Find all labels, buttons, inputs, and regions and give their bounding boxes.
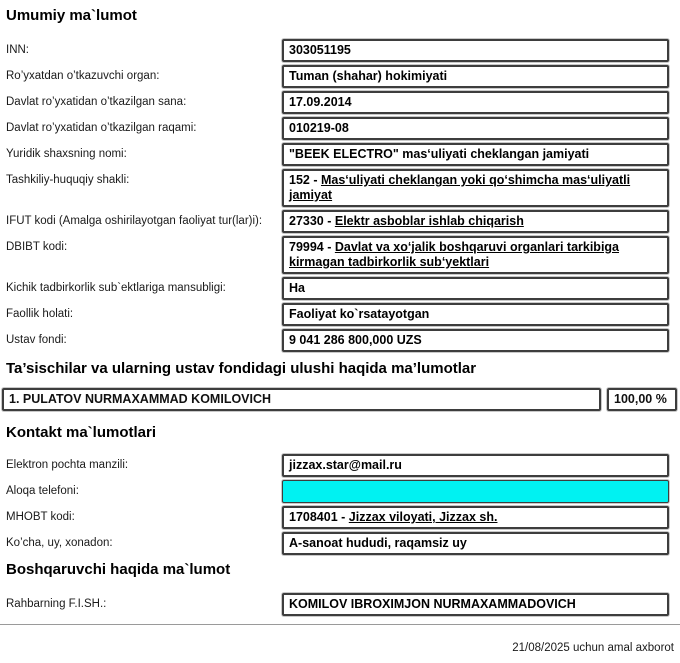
field-label: Ustav fondi: — [6, 334, 67, 346]
code-prefix: 1708401 - — [289, 510, 349, 524]
field-label: Tashkiliy-huquqiy shakli: — [6, 174, 130, 186]
code-prefix: 79994 - — [289, 240, 335, 254]
ifut-code-value-field — [282, 210, 669, 233]
footer-validity-note: 21/08/2025 uchun amal axborot — [512, 642, 674, 654]
field-row-inn — [0, 39, 680, 62]
field-label: Davlat ro’yxatidan o’tkazilgan sana: — [6, 96, 187, 108]
section-title-general: Umumiy ma`lumot — [6, 7, 137, 24]
footer-divider — [0, 624, 680, 625]
field-row-legal-name — [0, 143, 680, 166]
field-row-registration-date — [0, 91, 680, 114]
section-title-contact: Kontakt ma`lumotlari — [6, 424, 157, 441]
field-row-activity-status — [0, 303, 680, 326]
inn-value-field: 303051195 — [282, 39, 669, 62]
activity-status-value-field: Faoliyat ko`rsatayotgan — [282, 303, 669, 326]
field-row-charter-fund — [0, 329, 680, 352]
field-row-ifut-code — [0, 210, 680, 233]
legal-form-link[interactable]: Mas‘uliyati cheklangan yoki qo‘shimcha mas‘uliyatli jamiyat — [289, 173, 631, 202]
field-row-dbibt-code — [0, 236, 680, 274]
code-prefix: 152 - — [289, 173, 321, 187]
field-label: Aloqa telefoni: — [6, 485, 79, 497]
mhobt-code-value-field — [282, 506, 669, 529]
field-label: Kichik tadbirkorlik sub`ektlariga mansubligi: — [6, 282, 226, 294]
section-title-manager: Boshqaruvchi haqida ma`lumot — [6, 561, 231, 578]
field-row-email — [0, 454, 680, 477]
charter-fund-value-field: 9 041 286 800,000 UZS — [282, 329, 669, 352]
founder-share-field: 100,00 % — [607, 388, 677, 411]
field-label: Elektron pochta manzili: — [6, 459, 129, 471]
legal-name-value-field: "BEEK ELECTRO" mas‘uliyati cheklangan jamiyati — [282, 143, 669, 166]
small-business-value-field: Ha — [282, 277, 669, 300]
field-row-mhobt-code — [0, 506, 680, 529]
code-prefix: 27330 - — [289, 214, 335, 228]
field-row-phone — [0, 480, 680, 503]
field-row-small-business — [0, 277, 680, 300]
field-row-director-name — [0, 593, 680, 616]
founder-name-field: 1. PULATOV NURMAXAMMAD KOMILOVICH — [2, 388, 601, 411]
section-title-founders: Ta’sischilar va ularning ustav fondidagi ulushi haqida ma’lumotlar — [6, 360, 477, 377]
dbibt-category-link[interactable]: Davlat va xo‘jalik boshqaruvi organlari tarkibiga kirmagan tadbirkorlik sub‘yektlari — [289, 240, 619, 269]
ifut-activity-link[interactable]: Elektr asboblar ishlab chiqarish — [334, 214, 524, 228]
field-label: DBIBT kodi: — [6, 241, 68, 253]
field-label: Rahbarning F.I.SH.: — [6, 598, 107, 610]
address-value-field: A-sanoat hududi, raqamsiz uy — [282, 532, 669, 555]
field-row-registering-authority — [0, 65, 680, 88]
field-row-registration-number — [0, 117, 680, 140]
field-label: INN: — [6, 44, 29, 56]
legal-form-value-field — [282, 169, 669, 207]
founder-row — [2, 388, 677, 411]
field-label: MHOBT kodi: — [6, 511, 75, 523]
email-value-field: jizzax.star@mail.ru — [282, 454, 669, 477]
field-row-legal-form — [0, 169, 680, 207]
phone-value-field[interactable] — [282, 480, 669, 503]
field-label: Faollik holati: — [6, 308, 74, 320]
registration-number-value-field: 010219-08 — [282, 117, 669, 140]
field-label: Yuridik shaxsning nomi: — [6, 148, 127, 160]
dbibt-code-value-field — [282, 236, 669, 274]
field-label: Ro’yxatdan o’tkazuvchi organ: — [6, 70, 160, 82]
registration-date-value-field: 17.09.2014 — [282, 91, 669, 114]
field-row-address — [0, 532, 680, 555]
field-label: IFUT kodi (Amalga oshirilayotgan faoliyat tur(lar)i): — [6, 215, 263, 227]
registering-authority-value-field: Tuman (shahar) hokimiyati — [282, 65, 669, 88]
mhobt-region-link[interactable]: Jizzax viloyati, Jizzax sh. — [348, 510, 498, 524]
field-label: Davlat ro’yxatidan o’tkazilgan raqami: — [6, 122, 197, 134]
director-name-value-field: KOMILOV IBROXIMJON NURMAXAMMADOVICH — [282, 593, 669, 616]
field-label: Ko’cha, uy, xonadon: — [6, 537, 113, 549]
